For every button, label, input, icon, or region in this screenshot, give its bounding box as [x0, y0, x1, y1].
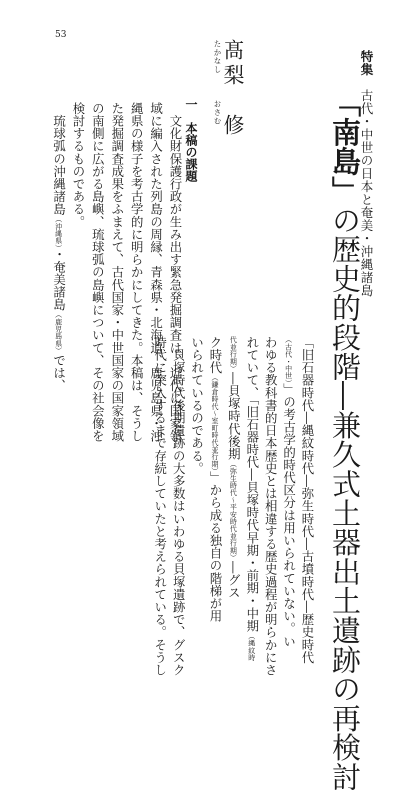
title-rest: の歴史的段階―兼久式土器出土遺跡の再検討 — [328, 205, 362, 791]
body-line: 「旧石器時代―縄紋時代―弥生時代―古墳時代―歴史時代 — [300, 336, 315, 664]
title-bracket-word: 南島 — [328, 117, 362, 176]
article-title — [321, 88, 369, 791]
title-close-bracket: 」 — [328, 175, 362, 206]
body-line: ・奄美諸島 — [51, 247, 67, 311]
body-line: では、 — [51, 354, 67, 392]
body-line: 琉球弧の沖縄諸島 — [51, 102, 67, 216]
section-heading: 一 本稿の課題 — [184, 98, 198, 182]
body-text-bottom — [150, 336, 316, 677]
inline-note: （沖縄県） — [54, 215, 63, 248]
title-open-bracket: 「 — [328, 88, 362, 118]
body-line: ―グス — [226, 561, 242, 599]
body-line: 域に編入された列島の周縁、青森県・北海道、鹿児島県・沖 — [148, 102, 164, 443]
inline-note: （古代・中世） — [284, 336, 293, 383]
inline-note: （鎌倉時代～室町時代並行期） — [210, 373, 219, 472]
feature-title: 古代・中世の日本と奄美・沖縄諸島 — [359, 89, 374, 297]
body-line: 文化財保護行政が生み出す緊急発掘調査は、近代に国家領 — [168, 102, 183, 443]
body-line: 検討するものである。 — [70, 102, 86, 228]
body-line: れていて、「旧石器時代―貝塚時代早期・前期・中期 — [244, 336, 260, 633]
body-line: 貝塚時代後期遺跡の大多数はいわゆる貝塚遺跡で、グスク — [171, 336, 187, 677]
author-reading-family: たかなし — [213, 40, 222, 74]
body-line: 」から成る独自の階梯が用 — [207, 471, 223, 623]
body-line: た発掘調査成果をふまえて、古代国家・中世国家の国家領域 — [109, 102, 125, 443]
body-line: ―貝塚時代後期 — [226, 372, 242, 461]
body-line: 縄県の様子を考古学的に明らかにしてきた。本稿は、そうし — [129, 102, 145, 443]
inline-note: （弥生時代～平安時代並行期） — [229, 460, 238, 562]
inline-note: 代並行期） — [229, 336, 238, 372]
author-reading-given: おさむ — [213, 100, 222, 126]
body-line: の南側に広がる島嶼、琉球弧の島嶼について、その社会像を — [90, 102, 106, 443]
inline-note: （鹿児島県） — [54, 310, 63, 355]
body-line: わゆる教科書的日本歴史とは相違する歴史過程が明らかにさ — [263, 336, 279, 677]
feature-tag: 特集 — [359, 50, 374, 76]
body-line: 」の考古学的時代区分は用いられていない。い — [281, 382, 297, 648]
page-number: 53 — [55, 30, 67, 40]
body-line: ク時代 — [207, 336, 223, 374]
body-line: 時代に突入するまで存続していたと考えられている。そうし — [152, 336, 168, 677]
author-name: 髙梨 修 — [221, 39, 245, 139]
inline-note: （縄紋時 — [247, 632, 256, 662]
body-line: いられているのである。 — [189, 336, 205, 475]
